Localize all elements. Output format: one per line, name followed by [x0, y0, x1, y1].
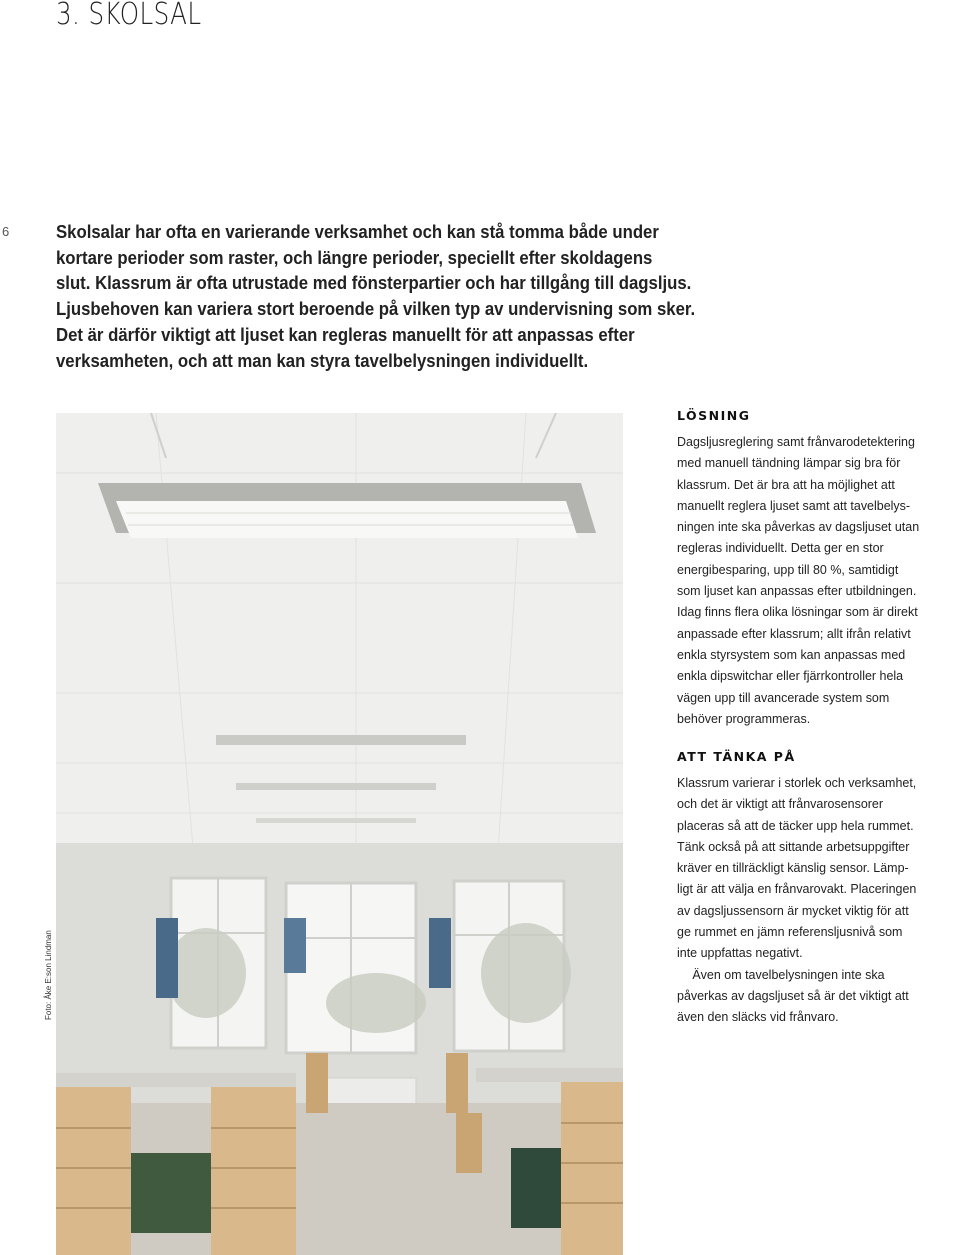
classroom-illustration	[56, 413, 623, 1255]
photo-credit: Foto: Åke E:son Lindman	[44, 930, 53, 1020]
chapter-title: 3. SKOLSAL	[56, 0, 202, 32]
text-line: manuellt reglera ljuset samt att tavelbelys-	[677, 497, 911, 513]
page-number: 6	[2, 224, 10, 239]
text-line: ningen inte ska påverkas av dagsljuset utan	[677, 519, 920, 535]
text-line: vägen upp till avancerade system som	[677, 689, 890, 705]
text-line: och det är viktigt att frånvarosensorer	[677, 796, 884, 812]
text-line: enkla styrsystem som kan anpassas med	[677, 646, 906, 662]
intro-line: Skolsalar har ofta en varierande verksamhet och kan stå tomma både under	[56, 222, 659, 242]
att-tanka-pa-heading: ATT TÄNKA PÅ	[677, 749, 796, 764]
losning-section	[677, 408, 960, 729]
text-line: klassrum. Det är bra att ha möjlighet att	[677, 476, 895, 492]
intro-line: Ljusbehoven kan variera stort beroende på vilken typ av undervisning som sker.	[56, 299, 696, 320]
text-line: enkla dipswitchar eller fjärrkontroller hela	[677, 668, 904, 684]
text-line: ge rummet en jämn referensljusnivå som	[677, 924, 903, 940]
intro-paragraph	[56, 220, 756, 374]
text-line: med manuell tändning lämpar sig bra för	[677, 455, 901, 471]
text-line: Dagsljusreglering samt frånvarodetektering	[677, 434, 915, 449]
text-line: som ljuset kan anpassas efter utbildningen.	[677, 583, 917, 599]
intro-line: slut. Klassrum är ofta utrustade med fönsterpartier och har tillgång till dagsljus.	[56, 273, 692, 294]
text-line: regleras individuellt. Detta ger en stor	[677, 540, 884, 556]
text-line: även den släcks vid frånvaro.	[677, 1009, 839, 1025]
text-line: Tänk också på att sittande arbetsuppgifter	[677, 838, 910, 854]
text-line: Klassrum varierar i storlek och verksamhet,	[677, 775, 917, 790]
text-line: Idag finns flera olika lösningar som är direkt	[677, 604, 918, 620]
text-line: påverkas av dagsljuset så är det viktigt att	[677, 987, 909, 1003]
text-line: kräver en tillräckligt känslig sensor. Lämp-	[677, 860, 909, 876]
intro-line: verksamheten, och att man kan styra tavelbelysningen individuellt.	[56, 350, 589, 371]
att-tanka-pa-text	[677, 772, 960, 1028]
text-line: energibesparing, upp till 80 %, samtidigt	[677, 561, 899, 577]
intro-line: kortare perioder som raster, och längre perioder, speciellt efter skoldagens	[56, 247, 653, 268]
text-line: anpassade efter klassrum; allt ifrån relativt	[677, 625, 911, 641]
text-line: ligt är att välja en frånvarovakt. Placeringen	[677, 881, 917, 897]
text-line: placeras så att de täcker upp hela rummet.	[677, 817, 914, 833]
classroom-photo	[56, 413, 623, 1255]
intro-line: Det är därför viktigt att ljuset kan regleras manuellt för att anpassas efter	[56, 324, 635, 345]
text-line: behöver programmeras.	[677, 710, 811, 726]
losning-text	[677, 431, 960, 729]
text-line: inte uppfattas negativt.	[677, 945, 803, 961]
att-tanka-pa-section	[677, 749, 960, 1028]
text-line: av dagsljussensorn är mycket viktig för att	[677, 902, 909, 918]
text-line: Även om tavelbelysningen inte ska	[692, 966, 885, 982]
losning-heading: LÖSNING	[677, 408, 751, 423]
